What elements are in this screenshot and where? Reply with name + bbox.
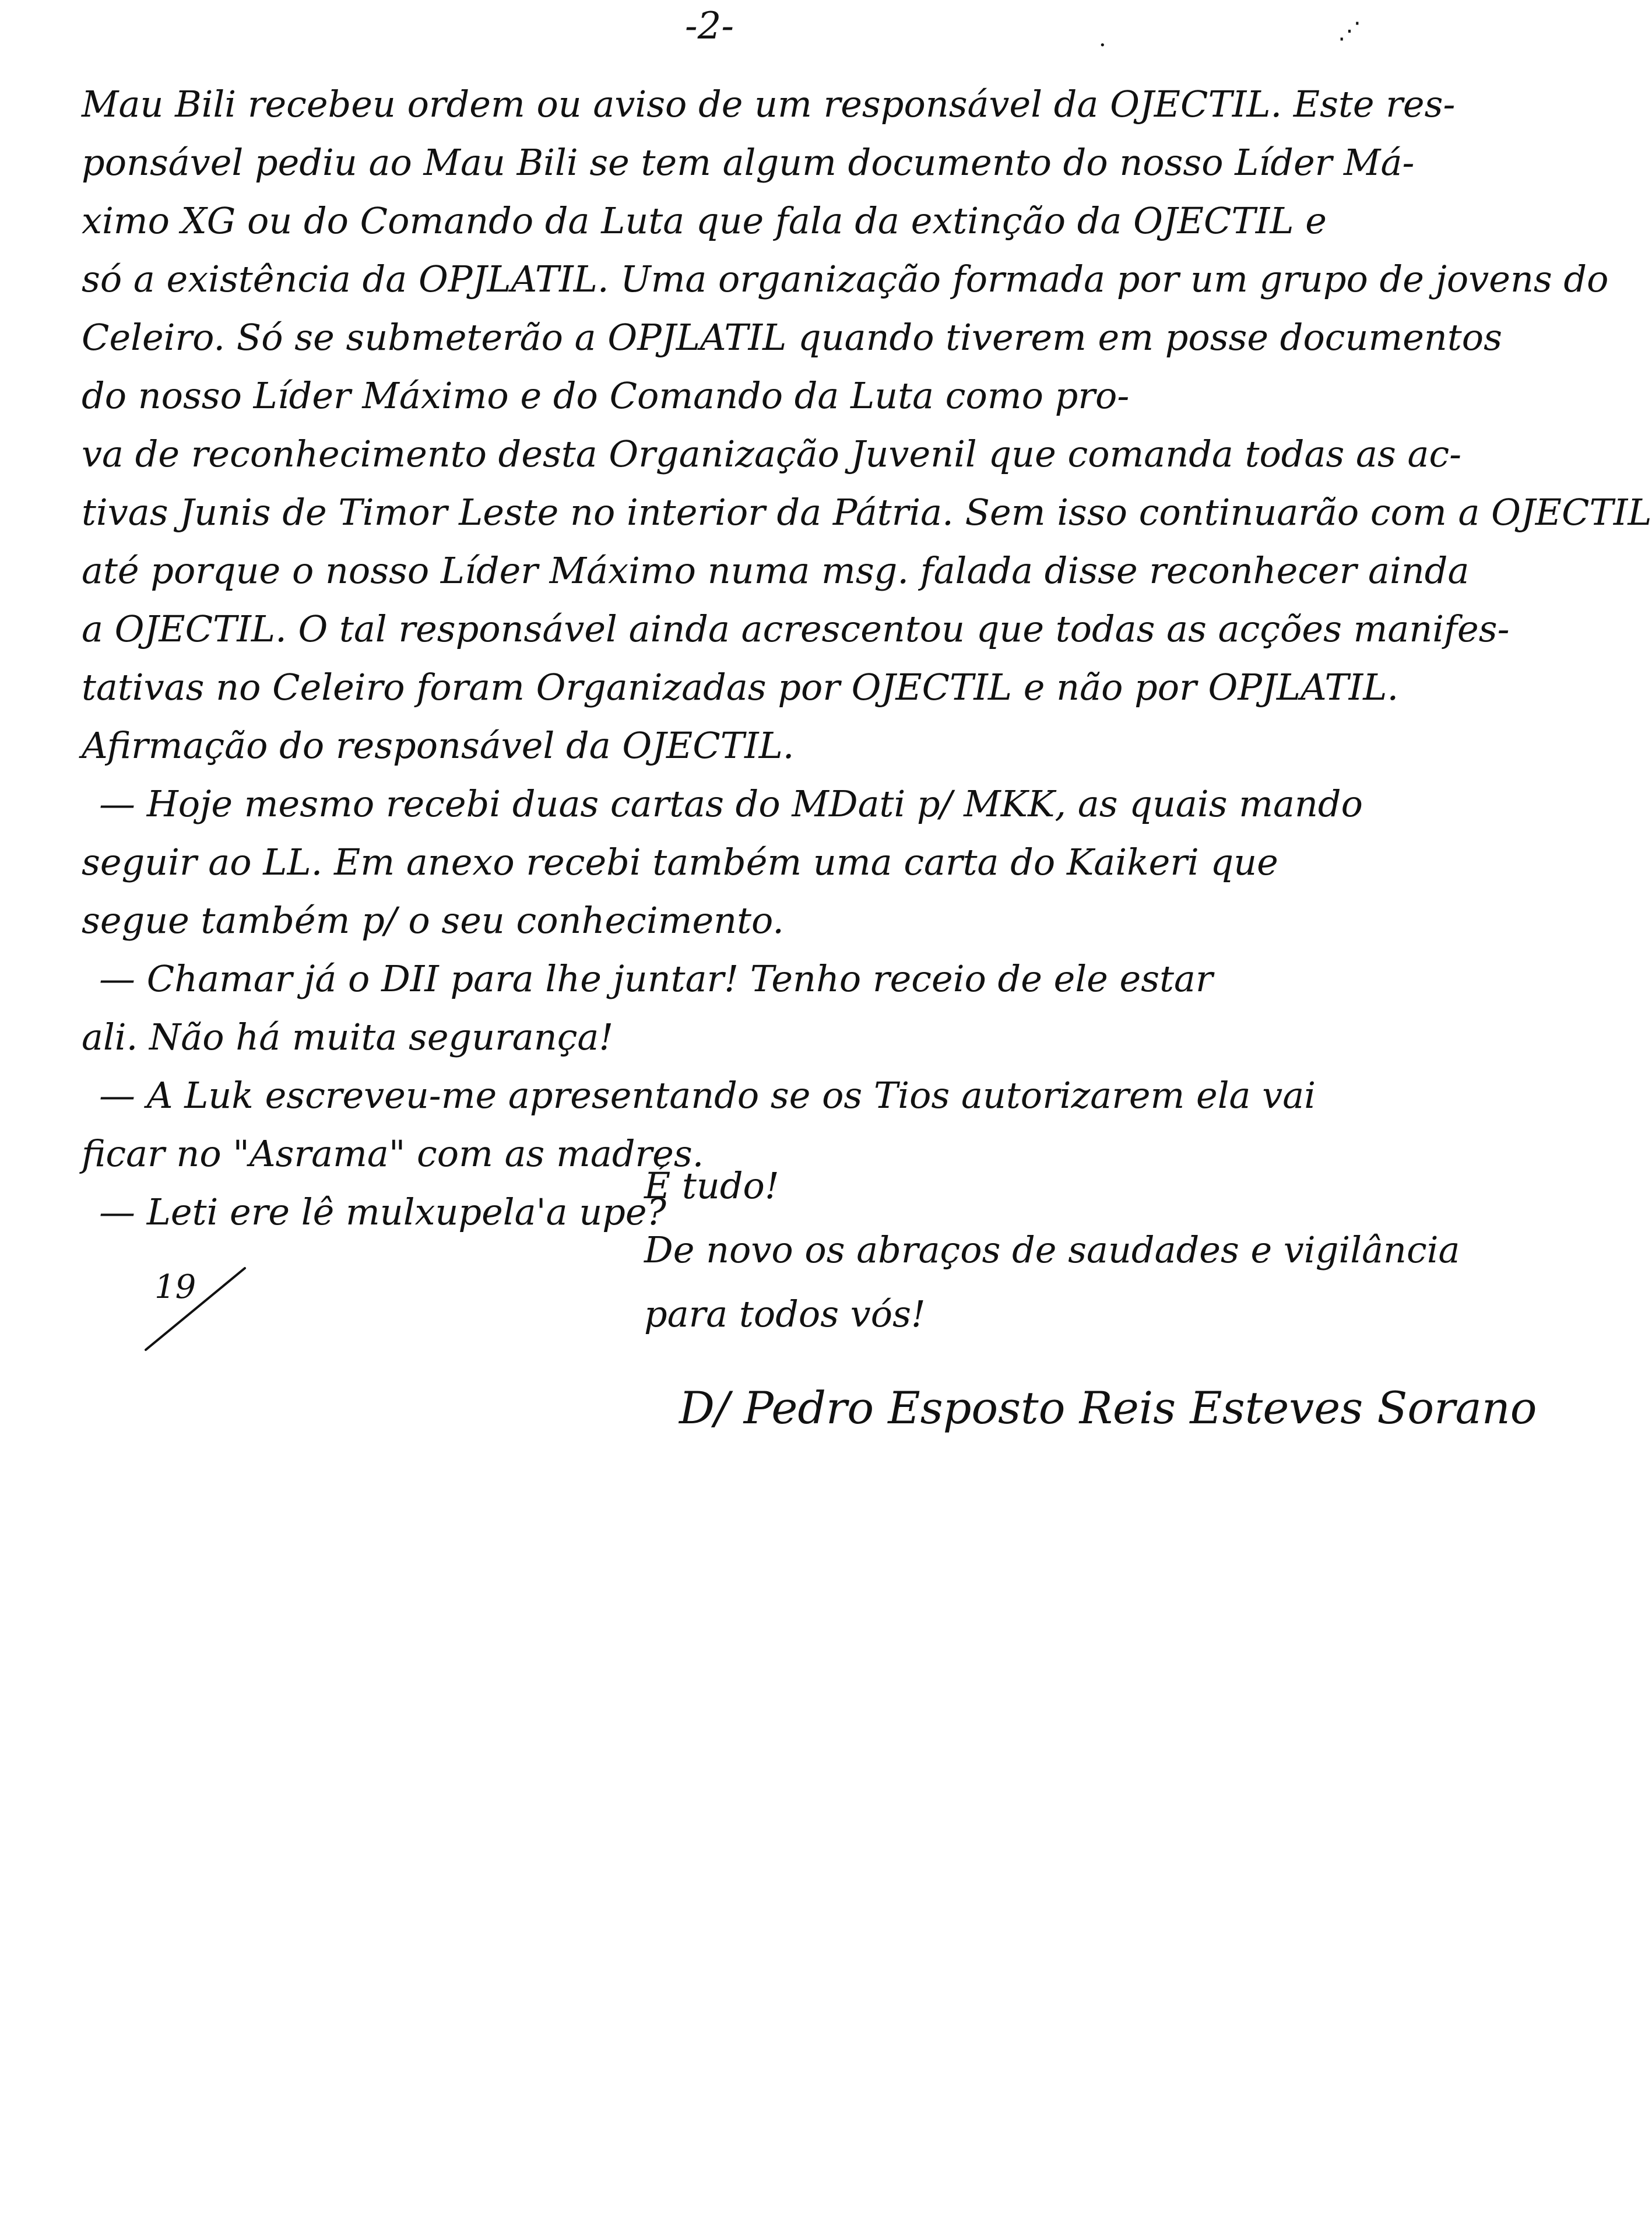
letter-line: até porque o nosso Líder Máximo numa msg. falada disse reconhecer ainda: [82, 549, 1470, 592]
letter-line: — Leti ere lê mulxupela'a upe?: [99, 1191, 666, 1233]
letter-line: tivas Junis de Timor Leste no interior da Pátria. Sem isso continuarão com a OJECTIL: [82, 491, 1652, 534]
letter-line: ficar no "Asrama" com as madres.: [82, 1132, 704, 1175]
page-number: -2-: [685, 5, 734, 48]
letter-line: a OJECTIL. O tal responsável ainda acrescentou que todas as acções manifes-: [82, 608, 1510, 650]
letter-line: do nosso Líder Máximo e do Comando da Luta como pro-: [82, 374, 1130, 417]
letter-line: va de reconhecimento desta Organização Juvenil que comanda todas as ac-: [82, 433, 1462, 475]
closing-tudo: É tudo!: [644, 1164, 779, 1207]
letter-line: seguir ao LL. Em anexo recebi também uma carta do Kaikeri que: [82, 841, 1278, 883]
closing-line: para todos vós!: [644, 1293, 926, 1335]
letter-body: [82, 64, 1652, 1233]
margin-stroke-mark: [140, 1262, 251, 1356]
signature: D/ Pedro Esposto Reis Esteves Sorano: [679, 1382, 1537, 1434]
letter-line: ximo XG ou do Comando da Luta que fala da extinção da OJECTIL e: [82, 199, 1327, 242]
margin-number: 19: [154, 1268, 196, 1306]
stray-dot-mark: ·: [1099, 32, 1106, 59]
letter-line: Mau Bili recebeu ordem ou aviso de um responsável da OJECTIL. Este res-: [82, 83, 1456, 125]
letter-line: tativas no Celeiro foram Organizadas por OJECTIL e não por OPJLATIL.: [82, 666, 1399, 708]
letter-line: ponsável pediu ao Mau Bili se tem algum documento do nosso Líder Má-: [82, 141, 1415, 184]
letter-line: ali. Não há muita segurança!: [82, 1016, 614, 1058]
letter-line: Afirmação do responsável da OJECTIL.: [82, 724, 795, 767]
closing-line: De novo os abraços de saudades e vigilância: [644, 1229, 1460, 1271]
letter-line: só a existência da OPJLATIL. Uma organização formada por um grupo de jovens do: [82, 258, 1609, 300]
letter-line: — Hoje mesmo recebi duas cartas do MDati p/ MKK, as quais mando: [99, 782, 1363, 825]
corner-mark: ⋰: [1338, 17, 1361, 44]
letter-line: Celeiro. Só se submeterão a OPJLATIL quando tiverem em posse documentos: [82, 316, 1502, 359]
letter-line: segue também p/ o seu conhecimento.: [82, 899, 784, 942]
letter-line: — A Luk escreveu-me apresentando se os Tios autorizarem ela vai: [99, 1074, 1316, 1117]
letter-line: — Chamar já o DII para lhe juntar! Tenho receio de ele estar: [99, 957, 1213, 1000]
closing-block: [644, 1125, 1460, 1335]
